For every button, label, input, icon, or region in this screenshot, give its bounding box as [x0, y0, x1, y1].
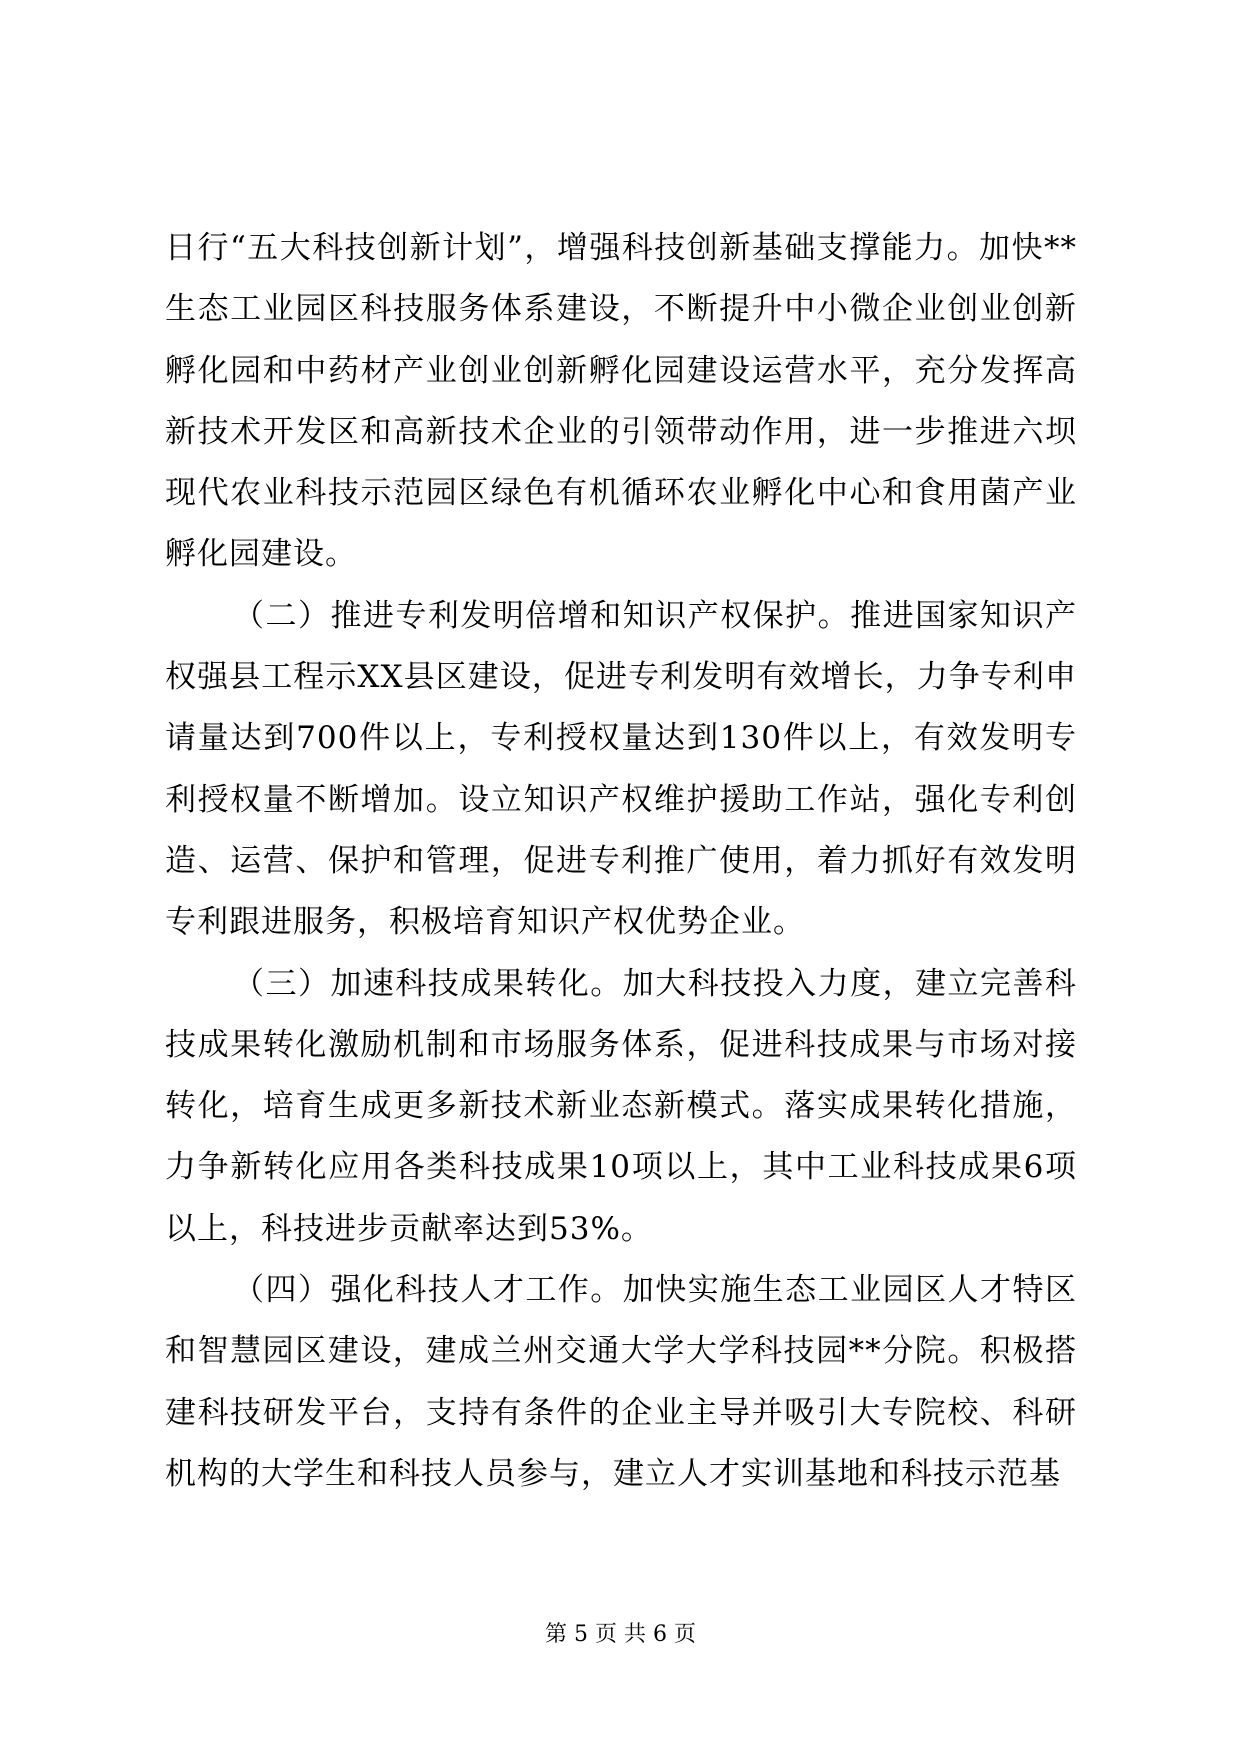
paragraph-2: （二）推进专利发明倍增和知识产权保护。推进国家知识产权强县工程示XX县区建设，促进专利发明有效增长，力争专利申请量达到700件以上，专利授权量达到130件以上，有效发明专利授权量不断增加。设立知识产权维护援助工作站，强化专利创造、运营、保护和管理，促进专利推广使用，着力抓好有效发明专利跟进服务，积极培育知识产权优势企业。: [165, 597, 1077, 941]
paragraph-3: （三）加速科技成果转化。加大科技投入力度，建立完善科技成果转化激励机制和市场服务体系，促进科技成果与市场对接转化，培育生成更多新技术新业态新模式。落实成果转化措施，力争新转化应用各类科技成果10项以上，其中工业科技成果6项以上，科技进步贡献率达到53%。: [165, 965, 1077, 1247]
paragraph-1: 日行“五大科技创新计划”，增强科技创新基础支撑能力。加快**生态工业园区科技服务体系建设，不断提升中小微企业创业创新孵化园和中药材产业创业创新孵化园建设运营水平，充分发挥高新技术开发区和高新技术企业的引领带动作用，进一步推进六坝现代农业科技示范园区绿色有机循环农业孵化中心和食用菌产业孵化园建设。: [165, 230, 1077, 573]
paragraph-4: （四）强化科技人才工作。加快实施生态工业园区人才特区和智慧园区建设，建成兰州交通大学大学科技园**分院。积极搭建科技研发平台，支持有条件的企业主导并吸引大专院校、科研机构的大学生和科技人员参与，建立人才实训基地和科技示范基: [165, 1272, 1077, 1492]
document-body: [165, 218, 1077, 1505]
page-footer: [0, 1620, 1241, 1650]
page-number-label: 第 5 页 共 6 页: [545, 1622, 696, 1647]
